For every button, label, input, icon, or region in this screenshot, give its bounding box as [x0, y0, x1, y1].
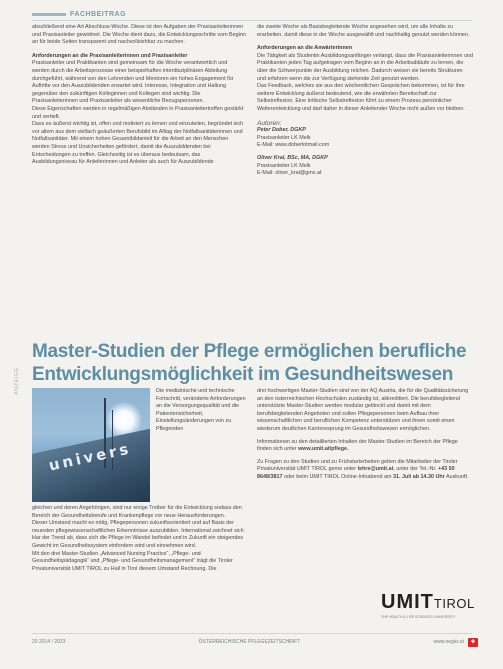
- umit-tirol-logo: UMITTIROL THE HEALTH & LIFE SCIENCES UNIVERSITY: [381, 591, 475, 619]
- author-email[interactable]: E-Mail: oliver_kral@gmx.at: [257, 170, 322, 177]
- author-name: Peter Dober, DGKP: [257, 127, 306, 134]
- paragraph: Mit den drei Master-Studien „Advanced Nursing Practice“, „Pflege- und Gesundheitspädagogik“ und „Pflege- und Gesundheitsmanagement“ trägt die Tiroler Privatuniversität UMIT TIROL zu Hall in Tirol diesem Umstand Rechnung. Die: [32, 550, 233, 572]
- subheading: Anforderungen an die Praxisanleiterinnen und Praxisanleiter: [32, 52, 188, 59]
- article-column-top-left: [32, 24, 246, 167]
- author-name: Oliver Kral, BSc, MA, DGKP: [257, 154, 328, 161]
- paragraph: Die Tätigkeit als Studentin Ausbildungsanfänger verlangt, dass die Praxisanleiterinnen und Praktikanten jeden Tag aufgetragen vom Beginn an in die Arbeitsabläufe zu lernen, die über die Schwerpunkte der Ausbildung reichen. Dadurch weisen sie bereits Strukturen und erfahren wenn die zur Verfügung stehende Zeit genutzt werden.: [257, 52, 473, 82]
- university-photo: [32, 388, 150, 502]
- paragraph: gleichen und deren Angehörigen, sind nur einige Treiber für die Entwicklung sodass den Bereich der Gesundheitsberufe und Krankenpflege vor neue Herausforderungen.: [32, 505, 242, 519]
- paragraph: die zweite Woche als Basisbegleitende Woche angesehen wird, um alle Inhalte zu erarbeiten, damit diese in der Woche ausgewählt und nachhaltig genutzt werden können.: [257, 24, 470, 38]
- contact-phone: +43 50 8648/3817: [257, 466, 455, 480]
- subheading: Anforderungen an die Anwärterinnen: [257, 45, 353, 52]
- author-email[interactable]: E-Mail: www.doberlotmail.com: [257, 142, 330, 149]
- header-divider: [32, 20, 472, 21]
- page-footer: [32, 637, 478, 647]
- author-role: Praxisanleiter LK Melk: [257, 134, 311, 141]
- ad-column-left: [32, 505, 248, 573]
- ad-headline: Master-Studien der Pflege ermöglichen berufliche Entwicklungsmöglichkeit im Gesundheitswesen: [32, 341, 467, 385]
- publication-name: ÖSTERREICHISCHE PFLEGEZEITSCHRIFT: [198, 639, 301, 645]
- header-accent: [32, 13, 66, 16]
- event-date: 31. Juli ab 14.30 Uhr: [392, 473, 445, 480]
- paragraph: Praxisanleiter und Praktikanten sind gemeinsam für die Woche verantwortlich und werden durch die Arbeitsprozesse einer beispielhaften interdisziplinären Abteilung durchgeführt, während von den Lehrenden und Mentoren ein hohes Engagement für Auftritte vor den Auszubildenden erwartet wird. Interesse, Integration und Haltung gegenüber den zukünftigen Kolleginnen und Kollegen sind wichtig. Die Praxisanleiterinnen und Praxisanleiter als wesentliche Bezugspersonen.: [32, 60, 234, 105]
- ad-column-right: [257, 388, 473, 482]
- page-number: 20 2014 / 2023: [32, 639, 66, 645]
- paragraph: Informationen zu den detaillierten Inhalten der Master-Studien im Bereich der Pflege finden sich unter www.umit.at/pflege.: [257, 438, 458, 453]
- footer-divider: [32, 633, 472, 634]
- authors-label: Autoren:: [257, 119, 282, 127]
- section-header: [32, 9, 472, 19]
- author-role: Praxisanleiter LK Melk: [257, 162, 311, 169]
- paragraph: Dass es äußerst wichtig ist, offen und motiviert zu lernen und einzuteilen, begründet sich vor allem aus dem vielfach geäußerten Berufsbild im Alltag der Notfallsanitäterinnen und Notfallsanitäter. Mit einem hohen Gesamtbildanteil für die Arbeit an den Menschen werden Stress und Unsicherheiten gefördert, damit die Auszubildenden bei Entscheidungen zu treffen. Gleichzeitig ist es überaus bedeutsam, das Ausbildungsniveau für Anleiterinnen und Anleiter als auch für Auszubildende: [32, 121, 244, 166]
- paragraph: Diese Eigenschaften werden in regelmäßigen Abständen in Praxisanleitertreffen gestärkt und vertieft.: [32, 105, 244, 120]
- article-column-top-right: [257, 24, 473, 178]
- ad-column-beside-photo: [156, 388, 248, 434]
- website-link[interactable]: www.oegkv.at: [433, 639, 464, 645]
- paragraph: Dieser Umstand macht es nötig, Pflegepersonen zukunftsorientiert und auf Basis der neuesten pflegewissenschaftlichen Erkenntnisse auszubilden. International zeichnet sich klar der Trend ab, dass sich die Pflege im Wandel befindet und in Zukunft ein steigendes Gewicht im Gesundheitssystem einfordern wird und einnehmen wird.: [32, 520, 244, 549]
- paragraph: Das Feedback, welches sie aus den wöchentlichen Gesprächen bekommen, ist für ihre weitere Entwicklung äußerst bedeutend, wie die erwähnten Bereitschaft zur Selbstreflexion. Eine kritische Selbstreflexion führt zu einem Prozess persönlicher Weiterentwicklung und darf daher in dieser Anleitender Woche nicht außen vor bleiben.: [257, 83, 465, 112]
- brand-icon: ✚: [468, 638, 478, 647]
- advertisement-tag: ANZEIGE: [14, 367, 20, 395]
- contact-email[interactable]: lehre@umit.at: [357, 466, 394, 473]
- section-label: FACHBEITRAG: [70, 10, 127, 18]
- paragraph: Die medizinische und technische Fortschritt, veränderte Anforderungen an die Versorgungsqualität und die Patientensicherheit, Einstellungsänderungen von zu Pflegenden: [156, 388, 246, 432]
- paragraph: drei hochwertigen Master-Studien sind von der AQ Austria, die für die Qualitätssicherung an den österreichischen Hochschulen zuständig ist, akkreditiert. Die berufsbegleitend unterstützte Master-Studien werden modular geblockt und damit mit dem berufsbegleitenden Angeboten und sollen Pflegepersonen beim Aufbau ihrer wissenschaftlichen und beruflichen Kompetenz unterstützen und ihnen somit einen wiederum deutlichen Karrieresprung im Gesundheitswesen ermöglichen.: [257, 388, 469, 432]
- paragraph: abschließend eine Art Abschluss-Woche. Diese ist den Aufgaben der Praxisanleiterinnen und Praxisanleiter gewidmet. Die Woche dient dazu, die Entwicklungsschritte vom Beginn an für beide Seiten transparent und nachvollziehbar zu machen.: [32, 24, 246, 46]
- paragraph: Zu Fragen zu den Studien und zu Frühstarterbeiten geben die Mitarbeiter der Tiroler Privatuniversität UMIT TIROL gerne unter lehre@umit.at, unter der Tel.-Nr. +43 50 8648/3817 oder beim UMIT TIROL Online-Infoabend am 31. Juli ab 14.30 Uhr Auskunft.: [257, 458, 469, 480]
- info-link[interactable]: www.umit.at/pflege.: [298, 446, 349, 453]
- facade-lettering: univers: [47, 439, 133, 475]
